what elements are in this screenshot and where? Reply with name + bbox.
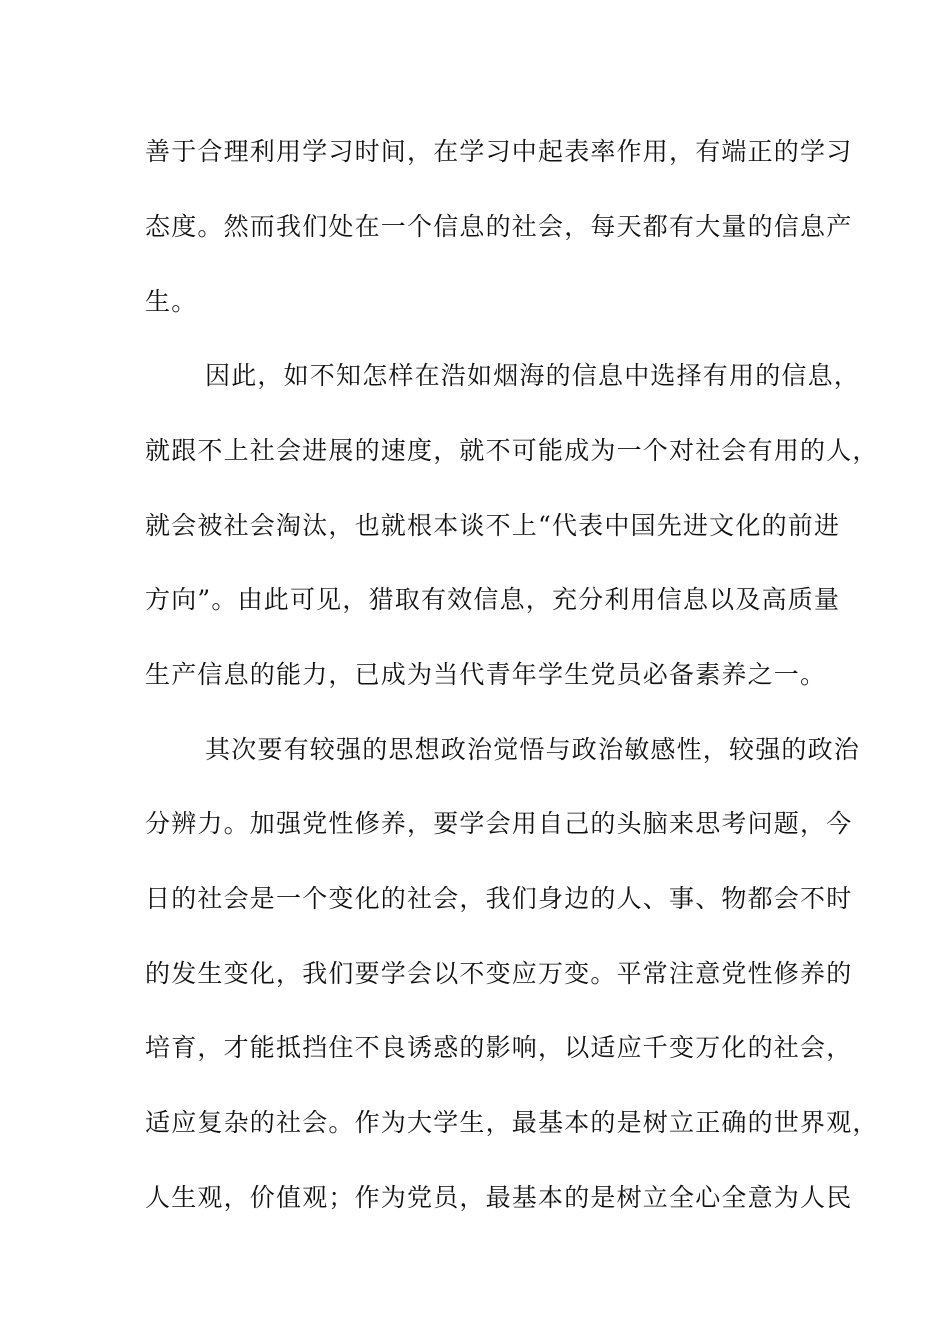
text-line: 其次要有较强的思想政治觉悟与政治敏感性，较强的政治 xyxy=(205,735,861,764)
text-line: 生产信息的能力，已成为当代青年学生党员必备素养之一。 xyxy=(145,660,827,689)
text-line: 的发生变化，我们要学会以不变应万变。平常注意党性修养的 xyxy=(145,959,853,988)
text-line: 就会被社会淘汰，也就根本谈不上“代表中国先进文化的前进 xyxy=(145,511,841,540)
text-line: 善于合理利用学习时间，在学习中起表率作用，有端正的学习 xyxy=(145,137,853,166)
text-line: 态度。然而我们处在一个信息的社会，每天都有大量的信息产 xyxy=(145,212,853,241)
text-line: 适应复杂的社会。作为大学生，最基本的是树立正确的世界观， xyxy=(145,1108,879,1137)
text-line: 日的社会是一个变化的社会，我们身边的人、事、物都会不时 xyxy=(145,884,853,913)
text-line: 人生观，价值观；作为党员，最基本的是树立全心全意为人民 xyxy=(145,1183,853,1212)
text-line: 就跟不上社会进展的速度，就不可能成为一个对社会有用的人， xyxy=(145,436,879,465)
text-line: 方向”。由此可见，猎取有效信息，充分利用信息以及高质量 xyxy=(145,585,841,614)
text-line: 分辨力。加强党性修养，要学会用自己的头脑来思考问题，今 xyxy=(145,809,853,838)
text-line: 培育，才能抵挡住不良诱惑的影响，以适应千变万化的社会， xyxy=(145,1033,853,1062)
text-line: 因此，如不知怎样在浩如烟海的信息中选择有用的信息， xyxy=(205,361,861,390)
text-line: 生。 xyxy=(145,287,198,316)
